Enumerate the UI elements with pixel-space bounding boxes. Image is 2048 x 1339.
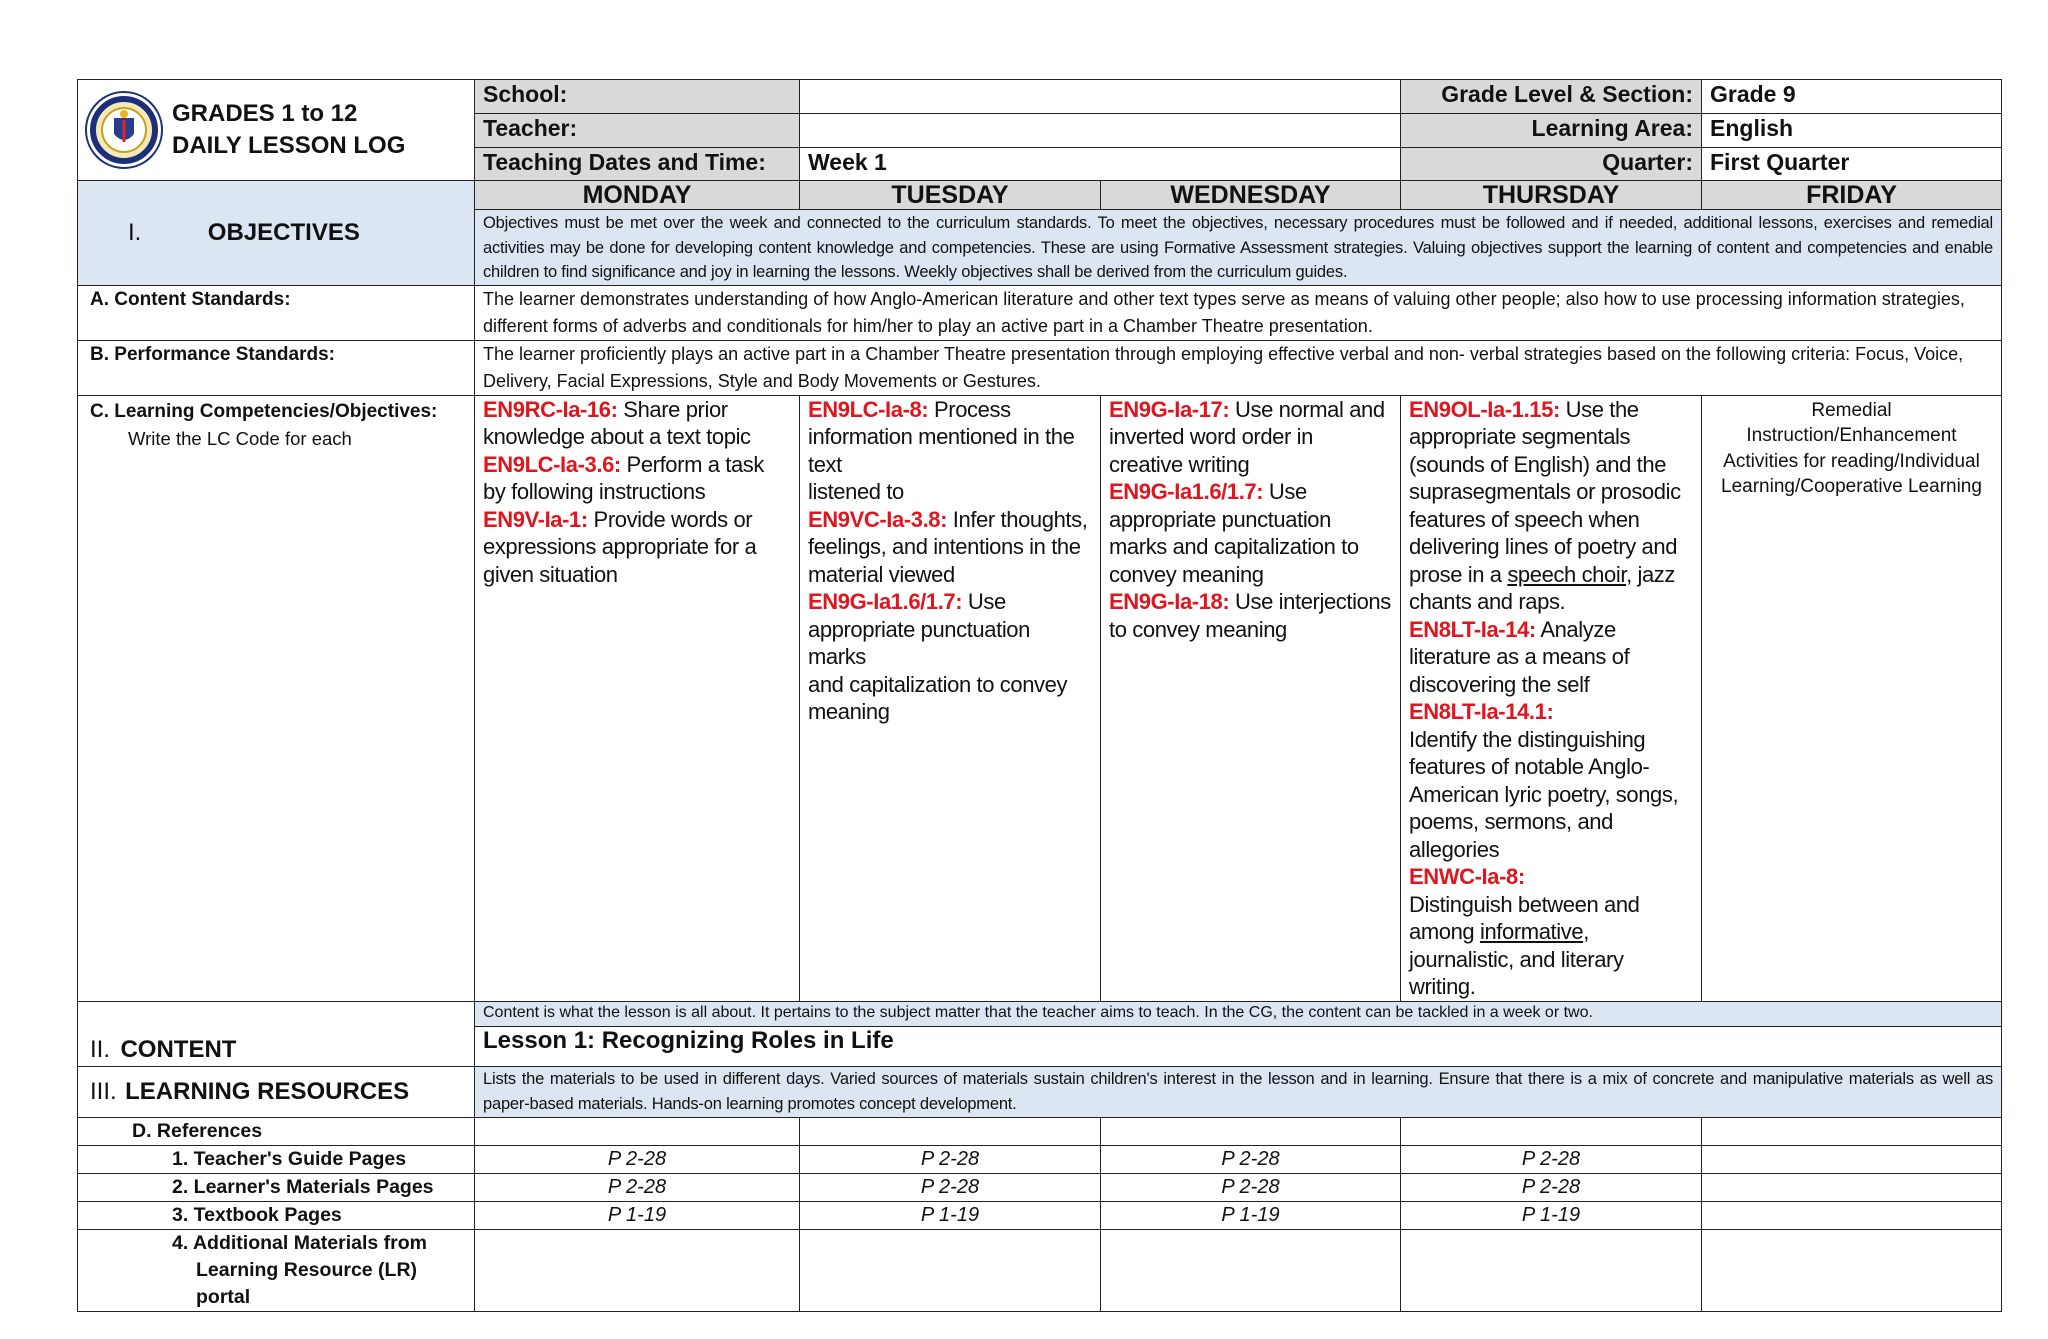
lc-text: Perform a task by following instructions	[483, 451, 764, 504]
competencies-label: C. Learning Competencies/Objectives:	[90, 400, 438, 422]
resources-heading-cell	[78, 1066, 475, 1117]
learners-materials-tuesday: P 2-28	[800, 1173, 1101, 1201]
day-thursday: THURSDAY	[1401, 181, 1702, 210]
lc-text: Share prior knowledge about a text topic	[483, 396, 751, 449]
lc-text: Use interjections to convey meaning	[1109, 589, 1391, 642]
teachers-guide-wednesday: P 2-28	[1101, 1145, 1401, 1173]
learners-materials-friday	[1702, 1173, 2002, 1201]
content-heading-cell	[78, 1001, 475, 1066]
lc-text: , jazz chants and raps.	[1409, 561, 1676, 614]
resources-note: Lists the materials to be used in different days. Varied sources of materials sustain children's interest in the lesson and in learning. Ensure that there is a mix of concrete and manipulative materials as well as paper-based materials. Hands-on learning promotes concept development.	[475, 1066, 2002, 1117]
textbook-pages-monday: P 1-19	[475, 1201, 800, 1229]
lc-code: EN9G-Ia-17:	[1109, 396, 1230, 422]
ref-cell[interactable]	[1702, 1117, 2002, 1145]
competencies-friday: Remedial Instruction/Enhancement Activities for reading/Individual Learning/Cooperative Learning	[1702, 395, 2002, 1001]
lc-text: Use appropriate punctuation marks	[808, 589, 1030, 669]
lc-text: Process information mentioned in the text	[808, 396, 1075, 477]
additional-materials-line1: 4. Additional Materials from	[172, 1231, 427, 1254]
learners-materials-label: 2. Learner's Materials Pages	[78, 1173, 475, 1201]
lc-code: EN9RC-Ia-16:	[483, 396, 618, 422]
deped-seal-icon	[84, 90, 164, 170]
lc-text: Use normal and inverted word order in creative writing	[1109, 396, 1385, 477]
ref-cell[interactable]	[800, 1117, 1101, 1145]
lc-text: Infer thoughts, feelings, and intentions in the material viewed	[808, 506, 1088, 587]
ref-cell[interactable]	[1101, 1117, 1401, 1145]
competencies-tuesday	[800, 395, 1101, 1001]
additional-materials-label	[78, 1229, 475, 1311]
learners-materials-wednesday: P 2-28	[1101, 1173, 1401, 1201]
competencies-monday	[475, 395, 800, 1001]
additional-materials-thursday[interactable]	[1401, 1229, 1702, 1311]
day-monday: MONDAY	[475, 181, 800, 210]
additional-materials-wednesday[interactable]	[1101, 1229, 1401, 1311]
lc-text: Distinguish between and among	[1409, 891, 1640, 944]
additional-materials-friday[interactable]	[1702, 1229, 2002, 1311]
dll-title-line1: GRADES 1 to 12	[172, 100, 358, 127]
lc-text: Use appropriate punctuation marks and capitalization to convey meaning	[1109, 479, 1359, 587]
lc-code: EN9VC-Ia-3.8:	[808, 506, 948, 532]
lc-code: EN9G-Ia1.6/1.7:	[808, 589, 963, 614]
quarter-label: Quarter:	[1401, 147, 1702, 180]
teaching-dates-label: Teaching Dates and Time:	[475, 147, 800, 180]
objectives-heading-cell	[78, 181, 475, 286]
lc-code: EN9OL-Ia-1.15:	[1409, 396, 1560, 422]
competencies-sublabel: Write the LC Code for each	[128, 427, 352, 449]
quarter-value[interactable]: First Quarter	[1702, 147, 2002, 180]
additional-materials-tuesday[interactable]	[800, 1229, 1101, 1311]
content-number: II.	[90, 1035, 111, 1063]
teaching-dates-value[interactable]: Week 1	[800, 147, 1401, 180]
header-title-cell	[78, 80, 475, 181]
teacher-label: Teacher:	[475, 114, 800, 147]
lc-code: EN9G-Ia1.6/1.7:	[1109, 479, 1264, 504]
lc-text-underlined: speech choir	[1507, 561, 1627, 587]
day-wednesday: WEDNESDAY	[1101, 181, 1401, 210]
day-tuesday: TUESDAY	[800, 181, 1101, 210]
textbook-pages-tuesday: P 1-19	[800, 1201, 1101, 1229]
grade-level-label: Grade Level & Section:	[1401, 80, 1702, 114]
teachers-guide-tuesday: P 2-28	[800, 1145, 1101, 1173]
competencies-label-cell	[78, 395, 475, 1001]
lesson-title: Lesson 1: Recognizing Roles in Life	[475, 1026, 2002, 1066]
content-standards-label: A. Content Standards:	[78, 285, 475, 340]
lc-text: Identify the distinguishing features of notable Anglo-American lyric poetry, songs, poems, sermons, and allegories	[1409, 726, 1679, 862]
teachers-guide-monday: P 2-28	[475, 1145, 800, 1173]
grade-level-value[interactable]: Grade 9	[1702, 80, 2002, 114]
lc-text: listened to	[808, 479, 904, 504]
teachers-guide-label: 1. Teacher's Guide Pages	[78, 1145, 475, 1173]
school-value[interactable]	[800, 80, 1401, 114]
learners-materials-monday: P 2-28	[475, 1173, 800, 1201]
day-friday: FRIDAY	[1702, 181, 2002, 210]
competencies-thursday	[1401, 395, 1702, 1001]
references-label: D. References	[78, 1117, 475, 1145]
content-standards-text: The learner demonstrates understanding of how Anglo-American literature and other text types serve as means of valuing other people; also how to use processing information strategies, different forms of adverbs and conditionals for him/her to play an active part in a Chamber Theatre presentation.	[475, 285, 2002, 340]
ref-cell[interactable]	[1401, 1117, 1702, 1145]
lc-text: and capitalization to convey meaning	[808, 671, 1068, 724]
lc-code: EN8LT-Ia-14:	[1409, 616, 1536, 642]
learners-materials-thursday: P 2-28	[1401, 1173, 1702, 1201]
lc-text: Provide words or expressions appropriate for a given situation	[483, 506, 757, 587]
performance-standards-label: B. Performance Standards:	[78, 340, 475, 395]
resources-title: LEARNING RESOURCES	[125, 1077, 410, 1105]
school-label: School:	[475, 80, 800, 114]
teacher-value[interactable]	[800, 114, 1401, 147]
lc-code: EN9LC-Ia-3.6:	[483, 451, 621, 477]
lc-code: ENWC-Ia-8:	[1409, 864, 1525, 889]
resources-number: III.	[90, 1077, 117, 1105]
additional-materials-monday[interactable]	[475, 1229, 800, 1311]
learning-area-value[interactable]: English	[1702, 114, 2002, 147]
lc-code: EN9V-Ia-1:	[483, 506, 588, 532]
textbook-pages-label: 3. Textbook Pages	[78, 1201, 475, 1229]
textbook-pages-wednesday: P 1-19	[1101, 1201, 1401, 1229]
lc-text: Use the appropriate segmentals (sounds of English) and the suprasegmentals or prosodic features of speech when delivering lines of poetry and prose in a	[1409, 396, 1681, 587]
textbook-pages-friday	[1702, 1201, 2002, 1229]
lc-code: EN9G-Ia-18:	[1109, 589, 1230, 614]
learning-area-label: Learning Area:	[1401, 114, 1702, 147]
teachers-guide-friday	[1702, 1145, 2002, 1173]
lc-text-underlined: informative	[1479, 919, 1584, 944]
additional-materials-line2: Learning Resource (LR) portal	[196, 1258, 418, 1308]
competencies-wednesday	[1101, 395, 1401, 1001]
teachers-guide-thursday: P 2-28	[1401, 1145, 1702, 1173]
daily-lesson-log-table	[77, 79, 2002, 1312]
lc-text: Analyze literature as a means of discovering the self	[1409, 616, 1630, 697]
objectives-note: Objectives must be met over the week and connected to the curriculum standards. To meet the objectives, necessary procedures must be followed and if needed, additional lessons, exercises and remedial activities may be done for developing content knowledge and competencies. These are using Formative Assessment strategies. Valuing objectives support the learning of content and competencies and enable children to find significance and joy in learning the lessons. Weekly objectives shall be derived from the curriculum guides.	[475, 210, 2002, 286]
ref-cell[interactable]	[475, 1117, 800, 1145]
lc-code: EN9LC-Ia-8:	[808, 396, 929, 422]
content-note: Content is what the lesson is all about. It pertains to the subject matter that the teacher aims to teach. In the CG, the content can be tackled in a week or two.	[475, 1001, 2002, 1026]
textbook-pages-thursday: P 1-19	[1401, 1201, 1702, 1229]
lc-text: , journalistic, and literary writing.	[1409, 919, 1624, 999]
content-title: CONTENT	[120, 1035, 237, 1063]
dll-title-line2: DAILY LESSON LOG	[172, 132, 406, 159]
performance-standards-text: The learner proficiently plays an active part in a Chamber Theatre presentation through employing effective verbal and non- verbal strategies based on the following criteria: Focus, Voice, Delivery, Facial Expressions, Style and Body Movements or Gestures.	[475, 340, 2002, 395]
objectives-title: OBJECTIVES	[207, 218, 360, 246]
objectives-number: I.	[128, 218, 142, 246]
lc-code: EN8LT-Ia-14.1:	[1409, 699, 1554, 724]
